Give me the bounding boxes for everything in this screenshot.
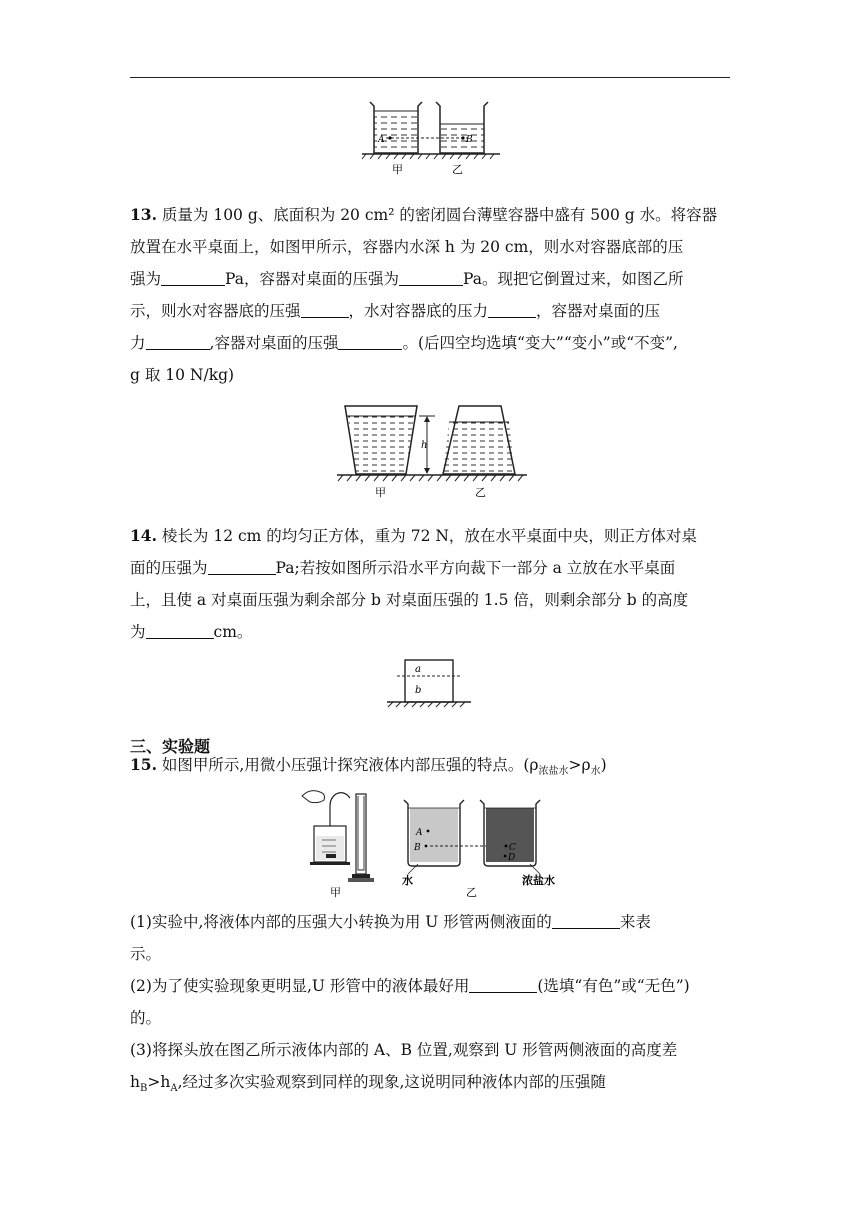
q15-intro-text: 如图甲所示,用微小压强计探究液体内部压强的特点。(ρ [161,756,539,774]
question-15-intro [130,752,730,785]
caption-yi: 乙 [466,886,477,899]
rho-sub-water: 水 [590,766,601,778]
q15-p1c: 示。 [130,945,162,963]
q15-p3-sub-b: B [139,1083,148,1095]
figure-frustum-containers [335,402,530,500]
label-a: a [415,664,421,675]
question-14 [130,520,730,648]
q13-line4c: ，容器对桌面的压 [536,302,661,320]
q13-line5c: 。(后四空均选填“变大”“变小”或“不变”, [402,334,678,352]
figure-cube [385,656,473,712]
question-15-parts [130,906,730,1105]
label-brine: 浓盐水 [522,874,555,887]
q14-line3: 上，且使 a 对桌面压强为剩余部分 b 对桌面压强的 1.5 倍，则剩余部分 b 的高度 [130,591,689,609]
answer-blank[interactable] [161,270,225,287]
q13-line2: 放置在水平桌面上，如图甲所示，容器内水深 h 为 20 cm，则水对容器底部的压 [130,238,684,256]
q13-line5a: 力 [130,334,146,352]
label-a: A [416,828,423,838]
caption-yi: 乙 [475,486,486,499]
answer-blank[interactable] [301,302,349,319]
q14-line2b: Pa;若按如图所示沿水平方向裁下一部分 a 立放在水平桌面 [275,559,676,577]
q14-line4b: cm。 [213,623,253,641]
label-b: b [415,685,422,696]
q14-line4a: 为 [130,623,146,641]
label-c: C [509,843,516,853]
h-label: h [421,440,428,451]
q13-line6: g 取 10 N/kg) [130,366,235,384]
answer-blank[interactable] [469,977,537,994]
q15-p2a: (2)为了使实验现象更明显,U 形管中的液体最好用 [130,977,470,995]
caption-yi: 乙 [452,163,463,176]
q15-close: ) [600,756,607,774]
header-rule [130,77,730,78]
answer-blank[interactable] [208,559,276,576]
rho-sub-brine: 浓盐水 [538,766,569,778]
answer-blank[interactable] [338,334,402,351]
label-water: 水 [402,874,413,887]
q15-number: 15. [130,755,157,774]
caption-jia: 甲 [330,886,341,899]
q13-line3c: Pa。现把它倒置过来，如图乙所 [463,270,684,288]
q15-p3-rest: ,经过多次实验观察到同样的现象,这说明同种液体内部的压强随 [177,1073,606,1091]
answer-blank[interactable] [399,270,463,287]
label-d: D [508,853,516,863]
q15-p3-h: h [130,1073,140,1091]
q14-line1: 棱长为 12 cm 的均匀正方体，重为 72 N，放在水平桌面中央，则正方体对桌 [161,527,697,545]
q13-line1: 质量为 100 g、底面积为 20 cm² 的密闭圆台薄壁容器中盛有 500 g 水。将容器 [161,206,718,224]
q14-line2a: 面的压强为 [130,559,208,577]
label-b: B [466,135,473,145]
q13-line3a: 强为 [130,270,162,288]
q13-line3b: Pa，容器对桌面的压强为 [225,270,399,288]
q15-p3-sub-a: A [170,1083,178,1095]
answer-blank[interactable] [488,302,536,319]
question-13 [130,199,730,391]
answer-blank[interactable] [552,913,620,930]
caption-jia: 甲 [375,486,386,499]
label-a: A [378,135,385,145]
q14-number: 14. [130,526,157,545]
q13-line4a: 示，则水对容器底的压强 [130,302,301,320]
q15-p1b: 来表 [619,913,651,931]
figure-pressure-gauge [300,784,570,900]
q13-line5b: ,容器对桌面的压强 [209,334,339,352]
caption-jia: 甲 [392,163,403,176]
q13-line4b: ，水对容器底的压力 [348,302,489,320]
q13-number: 13. [130,205,157,224]
q15-gt: >ρ [568,756,591,774]
q15-p1a: (1)实验中,将液体内部的压强大小转换为用 U 形管两侧液面的 [130,913,552,931]
q15-p2c: 的。 [130,1009,162,1027]
answer-blank[interactable] [146,623,214,640]
label-b: B [414,843,421,853]
figure-two-beakers [360,96,505,178]
q15-p2b: (选填“有色”或“无色”) [537,977,690,995]
section-title: 三、实验题 [130,737,211,756]
q15-p3a: (3)将探头放在图乙所示液体内部的 A、B 位置,观察到 U 形管两侧液面的高度差 [130,1041,678,1059]
q15-p3-gt: >h [147,1073,171,1091]
answer-blank[interactable] [146,334,210,351]
